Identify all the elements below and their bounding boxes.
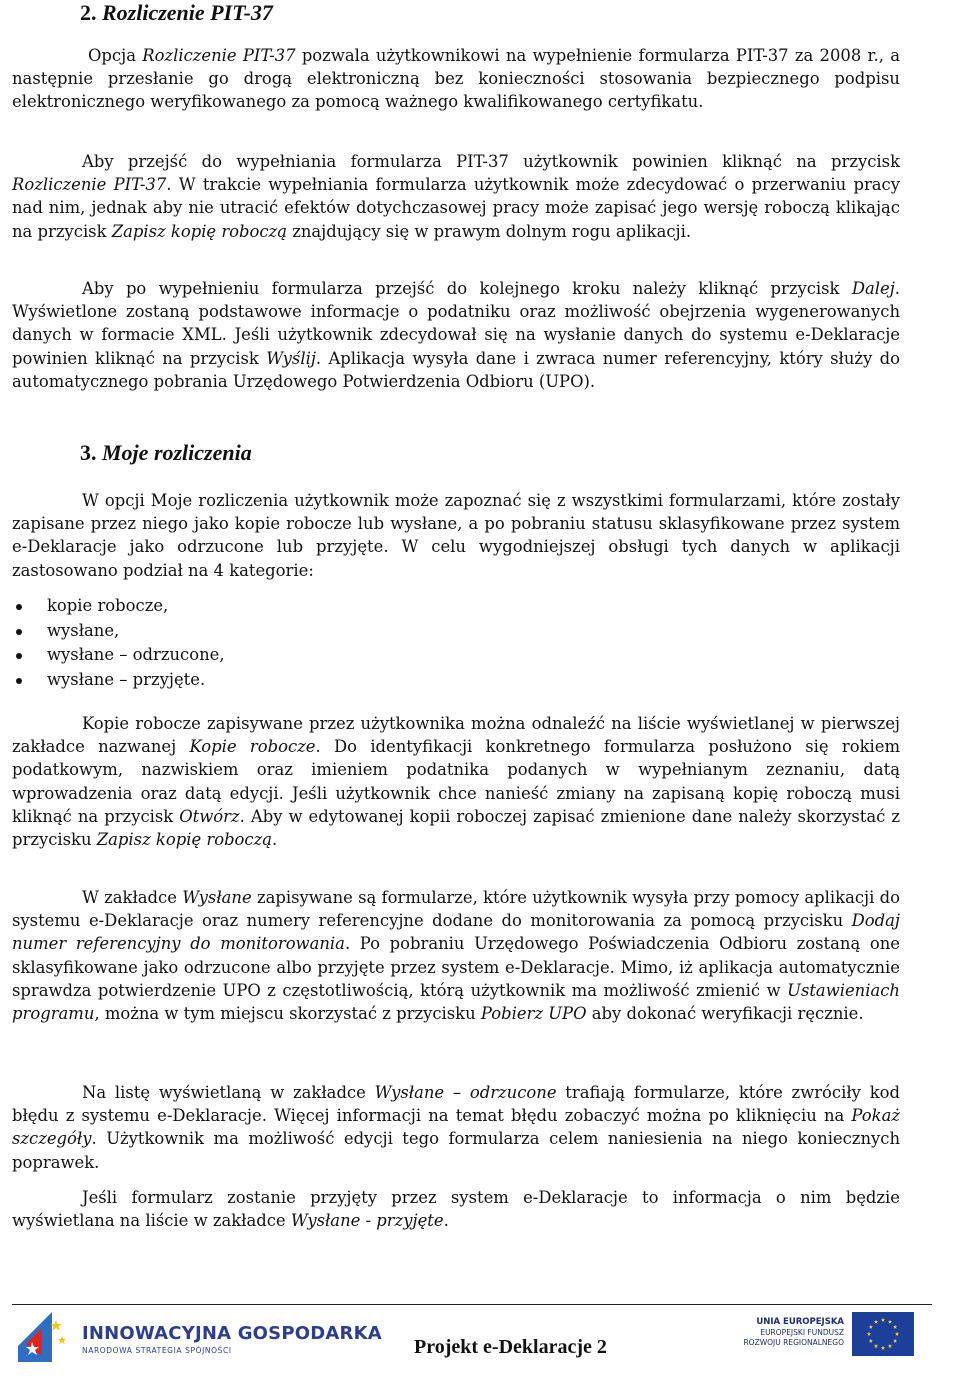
emphasized-text: Zapisz kopię roboczą bbox=[111, 221, 287, 241]
emphasized-text: Pokaż szczegóły bbox=[12, 1106, 900, 1149]
eu-logo-line2: EUROPEJSKI FUNDUSZ bbox=[760, 1328, 844, 1337]
paragraph bbox=[12, 489, 900, 582]
text-run: W opcji Moje rozliczenia użytkownik może zapoznać się z wszystkimi formularzami, które zostały zapisane przez niego jako kopie robocze lub wysłane, a po pobraniu statusu sklasyfikowane przez system e-Deklaracje jako odrzucone lub przyjęte. W celu wygodniejszej obsługi tych danych w aplikacji zastosowano podział na 4 kategorie: bbox=[12, 491, 900, 580]
text-run: . Użytkownik ma możliwość edycji tego formularza celem naniesienia na niego koniecznych poprawek. bbox=[12, 1129, 900, 1172]
text-run: Aby po wypełnieniu formularza przejść do kolejnego kroku należy kliknąć przycisk bbox=[82, 279, 852, 298]
list-item-text: wysłane – odrzucone, bbox=[47, 645, 225, 664]
paragraph bbox=[12, 1081, 900, 1174]
text-run: . Aby w edytowanej kopii roboczej zapisać zmienione dane należy skorzystać z przycisku bbox=[12, 806, 900, 850]
text-run: zapisywane są formularze, które użytkownik wysyła przy pomocy aplikacji do systemu e-Deklaracje oraz numery referencyjne dodane do monitorowania za pomocą przycisku bbox=[12, 888, 900, 931]
list-item-text: wysłane – przyjęte. bbox=[47, 669, 206, 689]
emphasized-text: Pobierz UPO bbox=[480, 1004, 587, 1024]
emphasized-text: Wysłane bbox=[182, 888, 252, 907]
list-item bbox=[12, 594, 900, 619]
text-run: znajdujący się w prawym dolnym rogu aplikacji. bbox=[287, 221, 692, 241]
list-item-text: wysłane, bbox=[47, 620, 120, 640]
text-run: . Wyświetlone zostaną podstawowe informacje o podatniku oraz możliwość obejrzenia wygenerowanych danych w formacie XML. Jeśli użytkownik zdecydował się na wysłanie danych do systemu e-Deklaracje powinien kliknąć na przycisk bbox=[12, 279, 900, 368]
text-run: . Po pobraniu Urzędowego Poświadczenia Odbioru zostaną one sklasyfikowane jako odrzucone albo przyjęte przez system e-Deklaracje. Mimo, iż aplikacja automatycznie sprawdza potwierdzenie UPO z częstotliwością, którą użytkownik ma możliwość zmienić w bbox=[12, 934, 900, 1000]
emphasized-text: Wysłane - przyjęte bbox=[290, 1211, 444, 1231]
text-run: . W trakcie wypełniania formularza użytkownik może zdecydować o przerwaniu pracy nad nim, jednak aby nie utracić efektów dotychczasowej pracy może zapisać jego wersję roboczą klikając na przycisk bbox=[12, 175, 900, 241]
text-run: . bbox=[272, 830, 278, 850]
text-run: trafiają formularze, które zwróciły kod błędu z systemu e-Deklaracje. Więcej informacji na temat błędu zobaczyć można po kliknięciu na bbox=[12, 1083, 900, 1126]
emphasized-text: Wyślij bbox=[266, 348, 316, 368]
section-2-title: Rozliczenie PIT-37 bbox=[102, 0, 273, 25]
text-run: , można w tym miejscu skorzystać z przycisku bbox=[94, 1004, 481, 1024]
eu-flag-icon bbox=[852, 1312, 914, 1356]
emphasized-text: Dodaj numer referencyjny do monitorowania bbox=[12, 911, 900, 954]
eu-logo-text bbox=[743, 1316, 844, 1348]
emphasized-text: Zapisz kopię roboczą bbox=[96, 830, 273, 850]
section-3-heading bbox=[80, 440, 252, 466]
text-run: W zakładce bbox=[82, 888, 183, 907]
text-run: aby dokonać weryfikacji ręcznie. bbox=[586, 1004, 864, 1024]
section-3-number: 3. bbox=[80, 440, 97, 465]
eu-logo-line3: ROZWOJU REGIONALNEGO bbox=[743, 1338, 844, 1347]
paragraph bbox=[12, 277, 900, 393]
footer-divider bbox=[12, 1304, 932, 1305]
text-run: . Aplikacja wysyła dane i zwraca numer referencyjny, który służy do automatycznego pobrania Urzędowego Potwierdzenia Odbioru (UPO). bbox=[12, 348, 900, 391]
logo-left-subtitle: NARODOWA STRATEGIA SPÓJNOŚCI bbox=[82, 1346, 232, 1355]
emphasized-text: Wysłane – odrzucone bbox=[374, 1083, 557, 1102]
text-run: Kopie robocze zapisywane przez użytkownika można odnaleźć na liście wyświetlanej w pierwszej zakładce nazwanej bbox=[12, 714, 900, 757]
bullet-icon bbox=[16, 604, 22, 610]
section-2-heading bbox=[80, 0, 273, 26]
emphasized-text: Rozliczenie PIT-37 bbox=[12, 175, 167, 195]
paragraph bbox=[12, 44, 900, 114]
list-item bbox=[12, 643, 900, 668]
list-item bbox=[12, 619, 900, 644]
star-logo-icon bbox=[12, 1306, 74, 1368]
text-run: . bbox=[443, 1211, 449, 1231]
section-3-title: Moje rozliczenia bbox=[102, 440, 252, 465]
emphasized-text: Ustawieniach programu bbox=[12, 980, 900, 1024]
text-run: . Do identyfikacji konkretnego formularza posłużono się rokiem podatkowym, nazwiskiem oraz imieniem podatnika podanych w wypełnianym zeznaniu, datą wprowadzenia oraz datą edycji. Jeśli użytkownik chce nanieść zmiany na zapisaną kopię roboczą musi kliknąć na przycisk bbox=[12, 737, 900, 826]
emphasized-text: Rozliczenie PIT-37 bbox=[142, 46, 296, 65]
section-2-number: 2. bbox=[80, 0, 97, 25]
list-item-text: kopie robocze, bbox=[47, 596, 169, 615]
text-run: pozwala użytkownikowi na wypełnienie formularza PIT-37 za 2008 r., a następnie przesłanie go drogą elektroniczną bez konieczności stosowania bezpiecznego podpisu elektronicznego weryfikowanego za pomocą ważnego kwalifikowanego certyfikatu. bbox=[12, 46, 900, 112]
paragraph bbox=[12, 712, 900, 851]
text-run: Na listę wyświetlaną w zakładce bbox=[82, 1083, 375, 1102]
text-run: Opcja bbox=[88, 46, 143, 65]
bullet-icon bbox=[16, 629, 22, 635]
text-run: Aby przejść do wypełniania formularza PIT-37 użytkownik powinien kliknąć na przycisk bbox=[82, 152, 900, 171]
emphasized-text: Kopie robocze bbox=[189, 737, 316, 757]
bullet-icon bbox=[16, 678, 22, 684]
paragraph bbox=[12, 150, 900, 243]
innowacyjna-gospodarka-logo bbox=[12, 1306, 382, 1368]
emphasized-text: Otwórz bbox=[179, 806, 240, 826]
footer-project-title: Projekt e-Deklaracje 2 bbox=[414, 1336, 607, 1358]
category-list bbox=[12, 594, 900, 692]
emphasized-text: Dalej bbox=[851, 279, 895, 298]
text-run: Jeśli formularz zostanie przyjęty przez system e-Deklaracje to informacja o nim będzie wyświetlana na liście w zakładce bbox=[12, 1188, 900, 1231]
paragraph bbox=[12, 886, 900, 1025]
logo-left-title: INNOWACYJNA GOSPODARKA bbox=[82, 1323, 382, 1344]
eu-logo-line1: UNIA EUROPEJSKA bbox=[756, 1317, 844, 1327]
list-item bbox=[12, 668, 900, 693]
paragraph bbox=[12, 1186, 900, 1232]
bullet-icon bbox=[16, 653, 22, 659]
eu-logo bbox=[714, 1312, 914, 1362]
